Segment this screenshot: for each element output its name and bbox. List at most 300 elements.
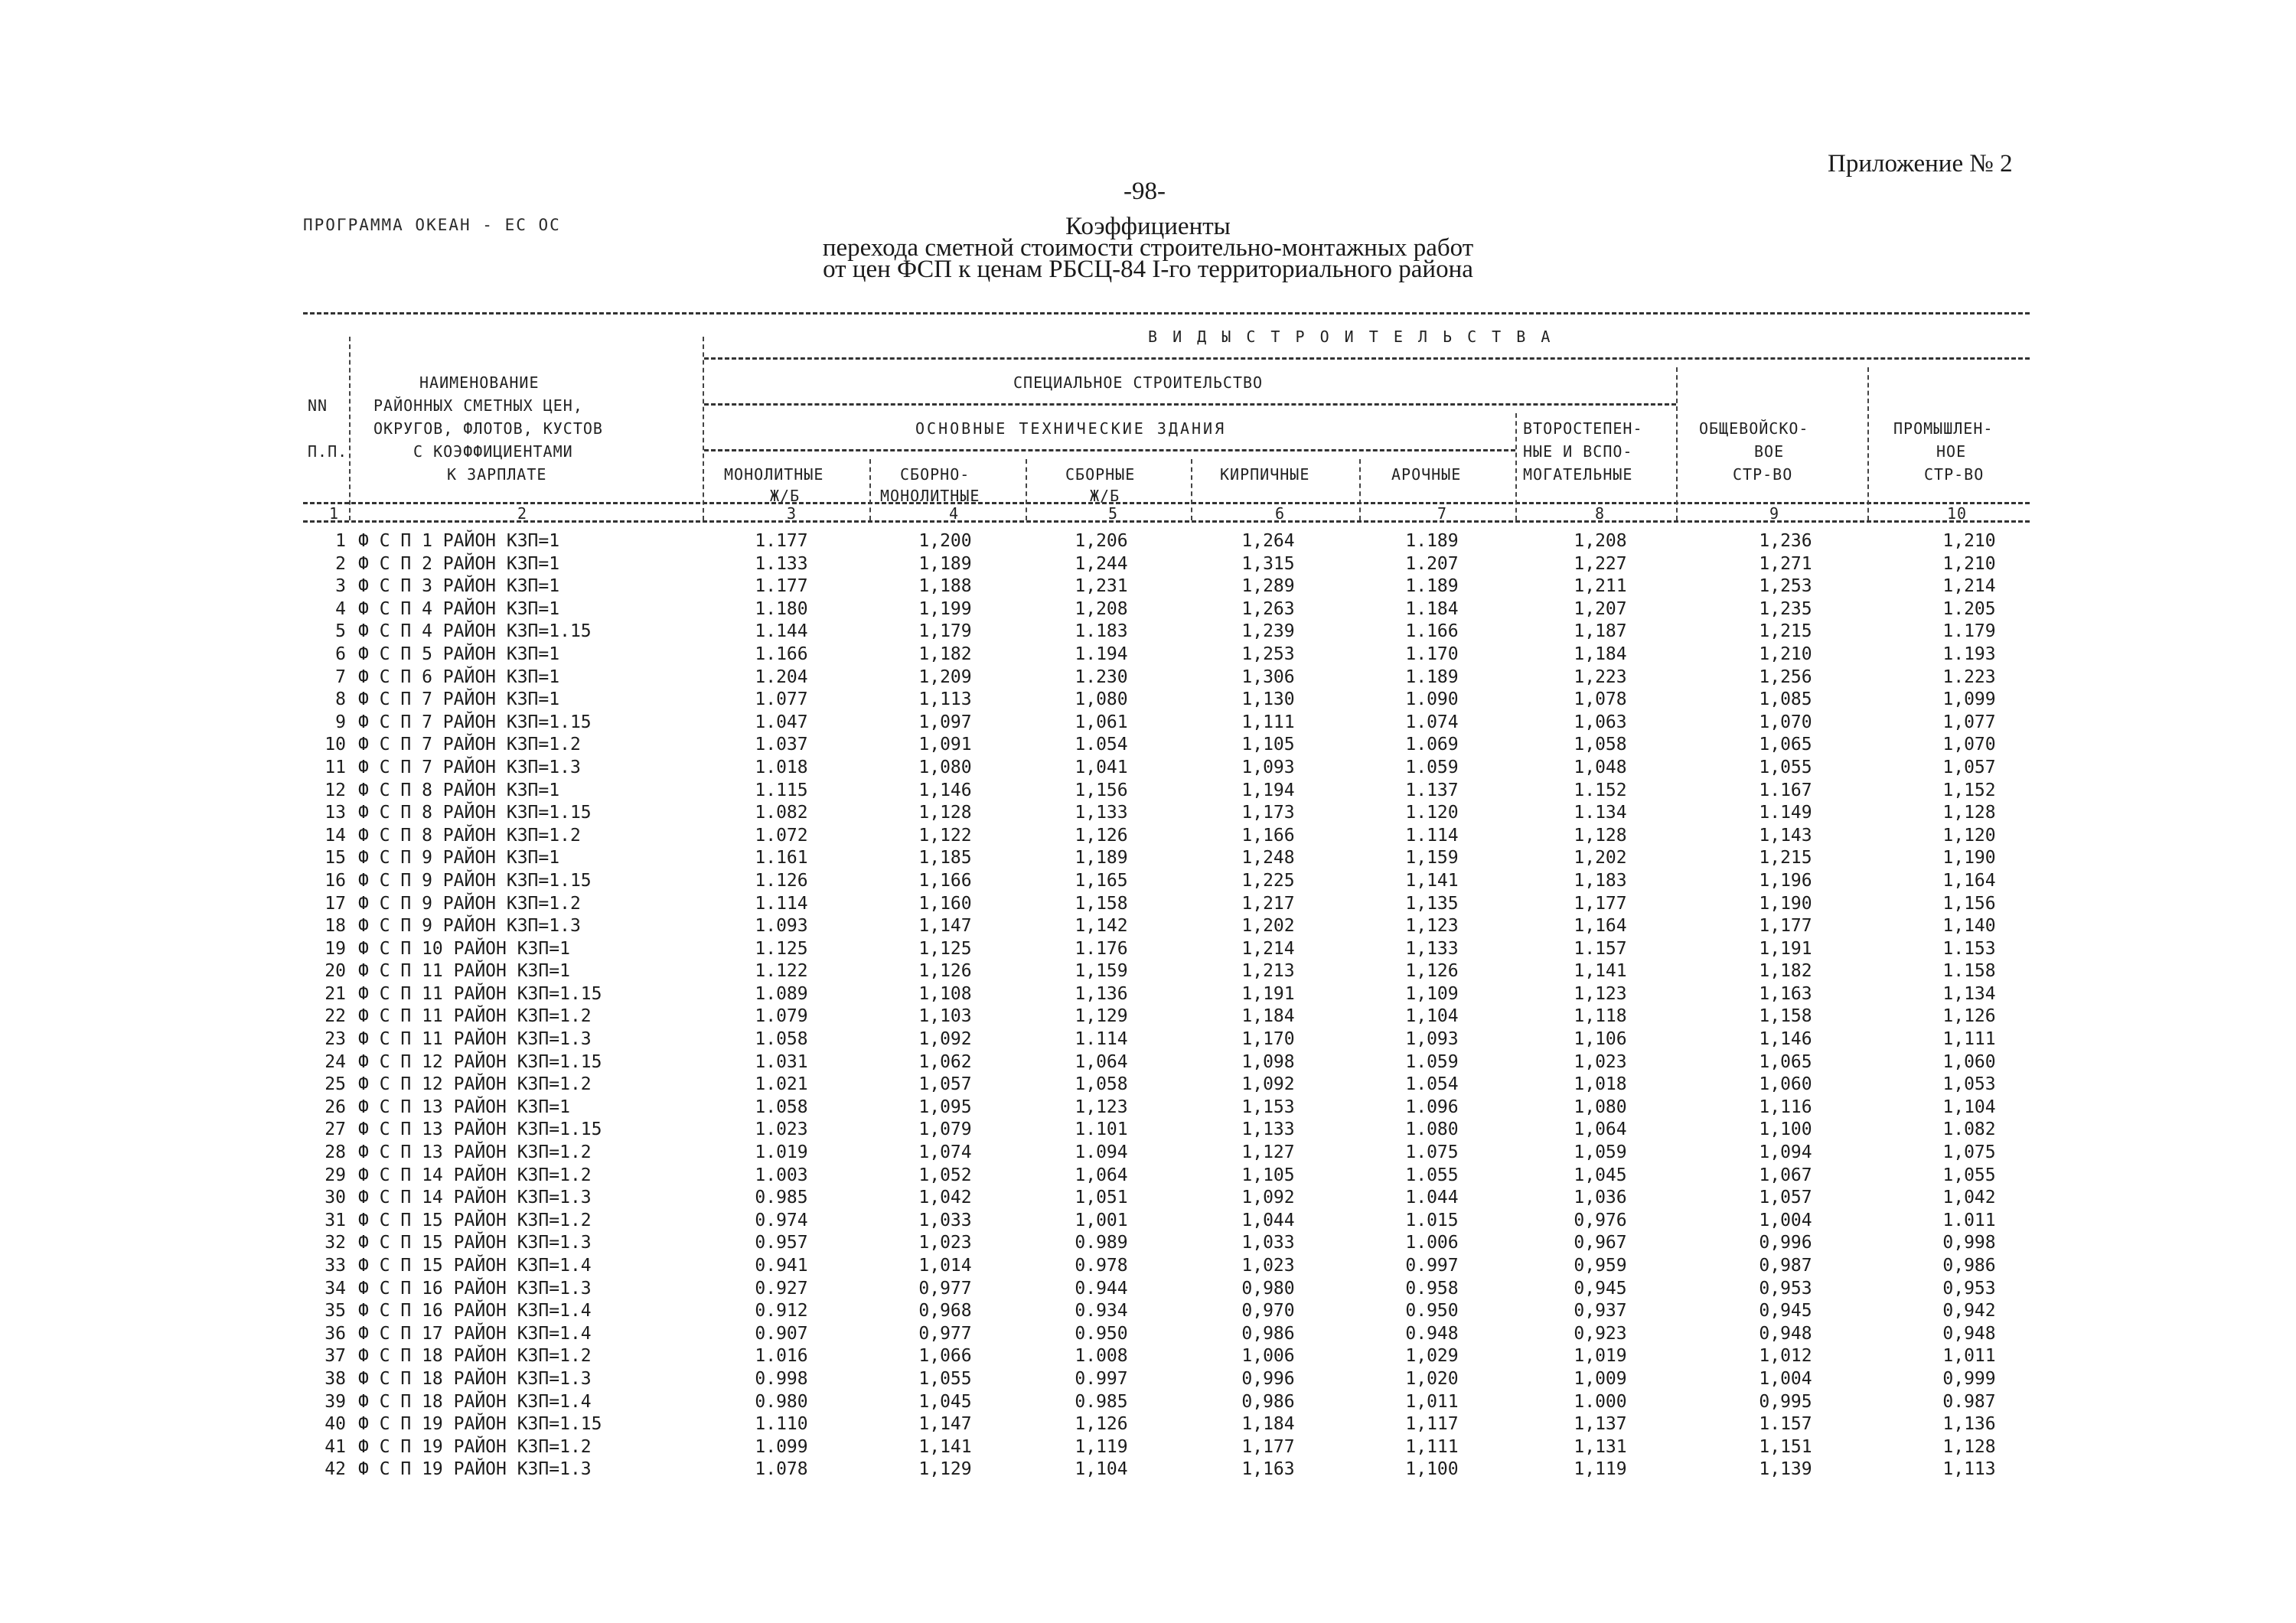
coefficient-cell-col7: 1.189 (1405, 666, 1459, 687)
coefficient-cell-col7: 1.059 (1405, 757, 1459, 777)
coefficient-cell-col5: 0.950 (1075, 1323, 1128, 1344)
coefficient-cell-col6: 1,044 (1241, 1210, 1295, 1230)
coefficient-cell-col8: 1,118 (1574, 1006, 1627, 1027)
coefficient-cell-col9: 1,085 (1759, 689, 1812, 710)
header-col10-a: ПРОМЫШЛЕН- (1893, 419, 1994, 438)
row-number: 28 (325, 1142, 346, 1163)
coefficient-cell-col6: 1,184 (1241, 1414, 1295, 1435)
coefficient-cell-col4: 1,095 (918, 1097, 972, 1117)
row-number: 2 (335, 553, 346, 574)
coefficient-cell-col6: 1,194 (1241, 780, 1295, 800)
header-col6: КИРПИЧНЫЕ (1220, 465, 1310, 484)
table-row (303, 1165, 2063, 1188)
row-number: 25 (325, 1074, 346, 1095)
coefficient-cell-col10: 0,948 (1942, 1323, 1996, 1344)
table-row (303, 1459, 2063, 1482)
row-district-name: Ф С П 9 РАЙОН КЗП=1.15 (358, 870, 592, 891)
coefficient-cell-col10: 1.082 (1942, 1119, 1996, 1140)
coefficient-cell-col5: 1,165 (1075, 870, 1128, 891)
coefficient-cell-col7: 1,109 (1405, 983, 1459, 1004)
coefficient-cell-col8: 0,976 (1574, 1210, 1627, 1230)
header-col10-c: СТР-ВО (1924, 465, 1985, 484)
coefficient-cell-col5: 0.989 (1075, 1233, 1128, 1253)
coefficient-cell-col7: 1,111 (1405, 1436, 1459, 1457)
coefficient-cell-col5: 1.054 (1075, 735, 1128, 755)
coefficient-cell-col3: 1.023 (755, 1119, 808, 1140)
coefficient-cell-col3: 1.082 (755, 803, 808, 823)
coefficient-cell-col8: 1,045 (1574, 1165, 1627, 1185)
coefficient-cell-col8: 0,937 (1574, 1301, 1627, 1322)
coefficient-cell-col6: 1,105 (1241, 735, 1295, 755)
coefficient-cell-col4: 1,062 (918, 1051, 972, 1072)
row-district-name: Ф С П 9 РАЙОН КЗП=1.2 (358, 893, 581, 914)
coefficient-cell-col5: 1.176 (1075, 938, 1128, 959)
coefficient-cell-col9: 1,190 (1759, 893, 1812, 914)
coefficient-cell-col9: 0,948 (1759, 1323, 1812, 1344)
coefficient-cell-col7: 1,093 (1405, 1029, 1459, 1050)
coefficient-cell-col7: 1.184 (1405, 598, 1459, 619)
table-row (303, 667, 2063, 690)
coefficient-cell-col9: 1,146 (1759, 1029, 1812, 1050)
table-top-rule (303, 312, 2030, 314)
coefficient-cell-col6: 1,006 (1241, 1346, 1295, 1367)
coefficient-cell-col5: 1,159 (1075, 961, 1128, 982)
coefficient-cell-col3: 1.018 (755, 757, 808, 777)
row-district-name: Ф С П 16 РАЙОН КЗП=1.3 (358, 1278, 592, 1299)
coefficient-cell-col7: 1.069 (1405, 735, 1459, 755)
coefficient-cell-col3: 0.912 (755, 1301, 808, 1322)
coefficient-cell-col8: 1,036 (1574, 1188, 1627, 1208)
coefficient-cell-col8: 0,959 (1574, 1256, 1627, 1276)
sep-6-7 (1359, 459, 1361, 520)
coefficient-cell-col8: 0,945 (1574, 1278, 1627, 1299)
coefficient-cell-col6: 1,133 (1241, 1119, 1295, 1140)
coefficient-cell-col5: 1,104 (1075, 1459, 1128, 1480)
coefficient-cell-col8: 1,208 (1574, 531, 1627, 551)
row-district-name: Ф С П 15 РАЙОН КЗП=1.4 (358, 1256, 592, 1276)
sep-7-8 (1515, 413, 1517, 520)
table-row (303, 599, 2063, 622)
coefficient-cell-col6: 1,202 (1241, 916, 1295, 937)
coefficient-cell-col8: 1,009 (1574, 1368, 1627, 1389)
coefficient-cell-col10: 1,140 (1942, 916, 1996, 937)
row-number: 42 (325, 1459, 346, 1480)
row-number: 7 (335, 666, 346, 687)
coefficient-cell-col3: 1.058 (755, 1029, 808, 1050)
coefficient-cell-col10: 1,060 (1942, 1051, 1996, 1072)
coefficient-cell-col6: 1,225 (1241, 870, 1295, 891)
row-district-name: Ф С П 12 РАЙОН КЗП=1.2 (358, 1074, 592, 1095)
colnum-4: 4 (949, 504, 960, 523)
row-number: 18 (325, 916, 346, 937)
coefficient-cell-col3: 1.125 (755, 938, 808, 959)
header-col8-b: НЫЕ И ВСПО- (1523, 442, 1633, 461)
coefficient-cell-col8: 1,141 (1574, 961, 1627, 982)
coefficient-cell-col10: 1,136 (1942, 1414, 1996, 1435)
coefficient-cell-col7: 1,141 (1405, 870, 1459, 891)
row-district-name: Ф С П 7 РАЙОН КЗП=1 (358, 689, 560, 710)
coefficient-cell-col10: 1,210 (1942, 531, 1996, 551)
coefficient-cell-col4: 1,209 (918, 666, 972, 687)
coefficient-cell-col9: 1.157 (1759, 1414, 1812, 1435)
coefficient-cell-col3: 1.115 (755, 780, 808, 800)
header-col7: АРОЧНЫЕ (1391, 465, 1462, 484)
coefficient-cell-col6: 0,980 (1241, 1278, 1295, 1299)
coefficient-cell-col5: 1,058 (1075, 1074, 1128, 1095)
coefficient-cell-col5: 1.183 (1075, 621, 1128, 642)
header-col8-c: МОГАТЕЛЬНЫЕ (1523, 465, 1633, 484)
row-district-name: Ф С П 18 РАЙОН КЗП=1.3 (358, 1368, 592, 1389)
coefficient-cell-col4: 1,097 (918, 712, 972, 732)
colnum-6: 6 (1275, 504, 1286, 523)
coefficient-cell-col3: 1.019 (755, 1142, 808, 1163)
coefficient-cell-col10: 1,053 (1942, 1074, 1996, 1095)
header-col5-a: СБОРНЫЕ (1065, 465, 1136, 484)
header-name-4: С КОЭФФИЦИЕНТАМИ (413, 442, 573, 461)
row-number: 27 (325, 1119, 346, 1140)
coefficient-cell-col3: 0.998 (755, 1368, 808, 1389)
header-col9-a: ОБЩЕВОЙСКО- (1699, 419, 1809, 438)
table-row (303, 621, 2063, 644)
table-row (303, 689, 2063, 712)
sep-9-10 (1867, 367, 1869, 520)
coefficient-cell-col5: 1,206 (1075, 531, 1128, 551)
table-row (303, 1346, 2063, 1369)
coefficient-cell-col3: 0.974 (755, 1210, 808, 1230)
row-number: 29 (325, 1165, 346, 1185)
coefficient-cell-col5: 1.101 (1075, 1119, 1128, 1140)
title-line-1: Коэффициенты (1065, 213, 1231, 240)
coefficient-cell-col7: 1,020 (1405, 1368, 1459, 1389)
row-district-name: Ф С П 7 РАЙОН КЗП=1.15 (358, 712, 592, 732)
coefficient-cell-col4: 1,185 (918, 848, 972, 869)
coefficient-cell-col7: 0.948 (1405, 1323, 1459, 1344)
coefficient-cell-col10: 1.179 (1942, 621, 1996, 642)
coefficient-cell-col4: 1,199 (918, 598, 972, 619)
coefficient-cell-col4: 1,141 (918, 1436, 972, 1457)
coefficient-cell-col7: 1,029 (1405, 1346, 1459, 1367)
coefficient-cell-col3: 1.058 (755, 1097, 808, 1117)
coefficient-cell-col8: 1,058 (1574, 735, 1627, 755)
coefficient-cell-col6: 1,111 (1241, 712, 1295, 732)
coefficient-cell-col9: 1.167 (1759, 780, 1812, 800)
coefficient-cell-col10: 0.987 (1942, 1391, 1996, 1412)
row-district-name: Ф С П 11 РАЙОН КЗП=1.3 (358, 1029, 592, 1050)
coefficient-cell-col10: 1,126 (1942, 1006, 1996, 1027)
coefficient-cell-col8: 1,187 (1574, 621, 1627, 642)
coefficient-cell-col9: 1,256 (1759, 666, 1812, 687)
coefficient-cell-col9: 1,065 (1759, 1051, 1812, 1072)
coefficient-cell-col4: 1,182 (918, 644, 972, 664)
row-number: 22 (325, 1006, 346, 1027)
row-district-name: Ф С П 1 РАЙОН КЗП=1 (358, 531, 560, 551)
row-number: 15 (325, 848, 346, 869)
coefficient-cell-col5: 1,001 (1075, 1210, 1128, 1230)
coefficient-cell-col3: 1.144 (755, 621, 808, 642)
coefficient-cell-col4: 1,160 (918, 893, 972, 914)
coefficient-cell-col7: 1.044 (1405, 1188, 1459, 1208)
row-district-name: Ф С П 11 РАЙОН КЗП=1.15 (358, 983, 602, 1004)
coefficient-cell-col3: 1.072 (755, 825, 808, 846)
sep-5-6 (1191, 459, 1192, 520)
coefficient-cell-col5: 1.008 (1075, 1346, 1128, 1367)
sep-8-9 (1676, 367, 1678, 520)
row-number: 19 (325, 938, 346, 959)
row-number: 37 (325, 1346, 346, 1367)
coefficient-cell-col3: 0.980 (755, 1391, 808, 1412)
coefficient-cell-col3: 1.021 (755, 1074, 808, 1095)
header-basic: ОСНОВНЫЕ ТЕХНИЧЕСКИЕ ЗДАНИЯ (915, 419, 1227, 438)
coefficient-cell-col6: 1,092 (1241, 1188, 1295, 1208)
coefficient-cell-col8: 1,019 (1574, 1346, 1627, 1367)
coefficient-cell-col3: 1.016 (755, 1346, 808, 1367)
table-row (303, 939, 2063, 962)
coefficient-cell-col9: 1,215 (1759, 621, 1812, 642)
coefficient-cell-col5: 1,156 (1075, 780, 1128, 800)
row-number: 6 (335, 644, 346, 664)
coefficient-cell-col7: 1,011 (1405, 1391, 1459, 1412)
coefficient-cell-col9: 0,996 (1759, 1233, 1812, 1253)
coefficient-cell-col3: 1.110 (755, 1414, 808, 1435)
coefficient-cell-col4: 1,045 (918, 1391, 972, 1412)
coefficient-cell-col10: 1,210 (1942, 553, 1996, 574)
coefficient-cell-col8: 1,177 (1574, 893, 1627, 914)
coefficient-cell-col4: 1,057 (918, 1074, 972, 1095)
row-number: 5 (335, 621, 346, 642)
coefficient-cell-col6: 1,127 (1241, 1142, 1295, 1163)
row-number: 34 (325, 1278, 346, 1299)
coefficient-cell-col3: 1.177 (755, 576, 808, 597)
coefficient-cell-col6: 1,170 (1241, 1029, 1295, 1050)
coefficient-cell-col9: 1,158 (1759, 1006, 1812, 1027)
coefficient-cell-col6: 1,130 (1241, 689, 1295, 710)
row-district-name: Ф С П 9 РАЙОН КЗП=1.3 (358, 916, 581, 937)
coefficient-cell-col5: 1.194 (1075, 644, 1128, 664)
coefficient-cell-col5: 1,126 (1075, 825, 1128, 846)
coefficient-cell-col8: 1,064 (1574, 1119, 1627, 1140)
coefficient-cell-col8: 1.157 (1574, 938, 1627, 959)
coefficient-cell-col10: 1,111 (1942, 1029, 1996, 1050)
table-row (303, 712, 2063, 735)
coefficient-cell-col9: 1,060 (1759, 1074, 1812, 1095)
coefficient-cell-col5: 1,051 (1075, 1188, 1128, 1208)
row-district-name: Ф С П 4 РАЙОН КЗП=1.15 (358, 621, 592, 642)
coefficient-cell-col6: 1,217 (1241, 893, 1295, 914)
coefficient-cell-col9: 1,191 (1759, 938, 1812, 959)
coefficient-cell-col5: 1,129 (1075, 1006, 1128, 1027)
row-district-name: Ф С П 11 РАЙОН КЗП=1.2 (358, 1006, 592, 1027)
coefficient-cell-col5: 1.094 (1075, 1142, 1128, 1163)
row-number: 31 (325, 1210, 346, 1230)
table-row (303, 1324, 2063, 1347)
coefficient-cell-col7: 1.170 (1405, 644, 1459, 664)
coefficient-cell-col9: 0,945 (1759, 1301, 1812, 1322)
table-row (303, 1279, 2063, 1302)
coefficient-cell-col5: 0.985 (1075, 1391, 1128, 1412)
coefficient-cell-col5: 1,041 (1075, 757, 1128, 777)
coefficient-cell-col7: 1.015 (1405, 1210, 1459, 1230)
colnum-5: 5 (1108, 504, 1119, 523)
coefficient-cell-col4: 1,023 (918, 1233, 972, 1253)
coefficient-cell-col10: 1,070 (1942, 735, 1996, 755)
row-district-name: Ф С П 8 РАЙОН КЗП=1 (358, 780, 560, 800)
sep-num-name (349, 337, 351, 520)
coefficient-cell-col5: 1,231 (1075, 576, 1128, 597)
row-number: 30 (325, 1188, 346, 1208)
coefficient-cell-col10: 1,104 (1942, 1097, 1996, 1117)
coefficient-cell-col9: 1,236 (1759, 531, 1812, 551)
row-district-name: Ф С П 15 РАЙОН КЗП=1.3 (358, 1233, 592, 1253)
coefficient-cell-col9: 1,004 (1759, 1368, 1812, 1389)
types-rule (704, 357, 2030, 360)
coefficient-cell-col9: 1,177 (1759, 916, 1812, 937)
coefficient-cell-col8: 1,183 (1574, 870, 1627, 891)
row-number: 11 (325, 757, 346, 777)
coefficient-cell-col8: 1,059 (1574, 1142, 1627, 1163)
colnum-9: 9 (1769, 504, 1780, 523)
coefficient-cell-col5: 0.934 (1075, 1301, 1128, 1322)
row-district-name: Ф С П 19 РАЙОН КЗП=1.15 (358, 1414, 602, 1435)
table-row (303, 961, 2063, 984)
coefficient-cell-col8: 1,078 (1574, 689, 1627, 710)
coefficient-cell-col8: 1,080 (1574, 1097, 1627, 1117)
coefficient-cell-col5: 1,064 (1075, 1051, 1128, 1072)
coefficient-cell-col10: 0,942 (1942, 1301, 1996, 1322)
table-row (303, 1188, 2063, 1211)
header-num-b: П.П. (308, 442, 348, 461)
row-district-name: Ф С П 19 РАЙОН КЗП=1.2 (358, 1436, 592, 1457)
coefficient-cell-col5: 1,119 (1075, 1436, 1128, 1457)
coefficient-cell-col9: 1,210 (1759, 644, 1812, 664)
coefficient-cell-col10: 1.153 (1942, 938, 1996, 959)
row-district-name: Ф С П 9 РАЙОН КЗП=1 (358, 848, 560, 869)
row-number: 20 (325, 961, 346, 982)
coefficient-cell-col6: 1,177 (1241, 1436, 1295, 1457)
colnum-8: 8 (1595, 504, 1606, 523)
coefficient-cell-col7: 1.090 (1405, 689, 1459, 710)
header-name-3: ОКРУГОВ, ФЛОТОВ, КУСТОВ (373, 419, 603, 438)
coefficient-cell-col6: 1,092 (1241, 1074, 1295, 1095)
coefficient-cell-col3: 0.927 (755, 1278, 808, 1299)
coefficient-cell-col4: 1,055 (918, 1368, 972, 1389)
coefficient-cell-col7: 1.189 (1405, 576, 1459, 597)
table-row (303, 826, 2063, 849)
coefficient-cell-col7: 1.114 (1405, 825, 1459, 846)
row-district-name: Ф С П 7 РАЙОН КЗП=1.2 (358, 735, 581, 755)
table-row (303, 1437, 2063, 1460)
table-row (303, 848, 2063, 871)
coefficient-cell-col6: 1,184 (1241, 1006, 1295, 1027)
coefficient-cell-col3: 0.985 (755, 1188, 808, 1208)
coefficient-cell-col3: 1.031 (755, 1051, 808, 1072)
coefficient-cell-col8: 1,063 (1574, 712, 1627, 732)
coefficient-cell-col7: 1.055 (1405, 1165, 1459, 1185)
coefficient-cell-col6: 0,970 (1241, 1301, 1295, 1322)
coefficient-cell-col8: 1,048 (1574, 757, 1627, 777)
coefficient-cell-col7: 1.120 (1405, 803, 1459, 823)
table-row (303, 1369, 2063, 1392)
coefficient-cell-col4: 1,103 (918, 1006, 972, 1027)
special-rule (704, 403, 1676, 406)
coefficient-cell-col6: 1,248 (1241, 848, 1295, 869)
coefficient-cell-col3: 1.161 (755, 848, 808, 869)
coefficient-cell-col3: 0.957 (755, 1233, 808, 1253)
row-number: 23 (325, 1029, 346, 1050)
coefficient-cell-col4: 1,189 (918, 553, 972, 574)
coefficient-cell-col4: 1,188 (918, 576, 972, 597)
row-number: 10 (325, 735, 346, 755)
coefficient-cell-col9: 1,065 (1759, 735, 1812, 755)
coefficient-cell-col5: 0.997 (1075, 1368, 1128, 1389)
coefficient-cell-col8: 1.134 (1574, 803, 1627, 823)
coefficient-cell-col8: 1,164 (1574, 916, 1627, 937)
row-district-name: Ф С П 14 РАЙОН КЗП=1.3 (358, 1188, 592, 1208)
coefficient-cell-col6: 1,253 (1241, 644, 1295, 664)
coefficient-cell-col8: 1,202 (1574, 848, 1627, 869)
row-number: 38 (325, 1368, 346, 1389)
coefficient-cell-col6: 1,214 (1241, 938, 1295, 959)
header-col3-a: МОНОЛИТНЫЕ (724, 465, 824, 484)
coefficient-cell-col9: 1,057 (1759, 1188, 1812, 1208)
coefficient-cell-col9: 1,196 (1759, 870, 1812, 891)
coefficient-cell-col4: 1,066 (918, 1346, 972, 1367)
row-district-name: Ф С П 13 РАЙОН КЗП=1 (358, 1097, 570, 1117)
coefficient-cell-col8: 1,123 (1574, 983, 1627, 1004)
coefficient-cell-col7: 1.166 (1405, 621, 1459, 642)
coefficient-cell-col7: 1,133 (1405, 938, 1459, 959)
coefficient-cell-col6: 1,166 (1241, 825, 1295, 846)
coefficient-cell-col9: 1,004 (1759, 1210, 1812, 1230)
colnum-3: 3 (787, 504, 797, 523)
table-row (303, 1052, 2063, 1075)
program-label: ПРОГРАММА ОКЕАН - ЕС ОС (303, 216, 561, 234)
header-name-5: К ЗАРПЛАТЕ (447, 465, 547, 484)
coefficient-cell-col10: 1,099 (1942, 689, 1996, 710)
coefficient-cell-col5: 0.944 (1075, 1278, 1128, 1299)
coefficient-cell-col3: 1.047 (755, 712, 808, 732)
coefficient-cell-col9: 1.149 (1759, 803, 1812, 823)
table-row (303, 1301, 2063, 1324)
row-district-name: Ф С П 6 РАЙОН КЗП=1 (358, 666, 560, 687)
coefficient-cell-col3: 1.003 (755, 1165, 808, 1185)
row-number: 1 (335, 531, 346, 551)
coefficient-cell-col6: 1,289 (1241, 576, 1295, 597)
row-number: 9 (335, 712, 346, 732)
coefficient-cell-col4: 1,147 (918, 1414, 972, 1435)
coefficient-cell-col10: 1.205 (1942, 598, 1996, 619)
row-number: 4 (335, 598, 346, 619)
coefficient-cell-col3: 1.166 (755, 644, 808, 664)
coefficient-cell-col9: 1,163 (1759, 983, 1812, 1004)
coefficient-cell-col8: 1,184 (1574, 644, 1627, 664)
coefficient-cell-col8: 1,018 (1574, 1074, 1627, 1095)
coefficient-cell-col8: 1.000 (1574, 1391, 1627, 1412)
table-row (303, 644, 2063, 667)
colnum-10: 10 (1947, 504, 1968, 523)
coefficient-cell-col7: 1.207 (1405, 553, 1459, 574)
coefficient-cell-col3: 1.093 (755, 916, 808, 937)
coefficient-cell-col10: 1,134 (1942, 983, 1996, 1004)
coefficient-cell-col4: 1,091 (918, 735, 972, 755)
coefficient-cell-col6: 0,996 (1241, 1368, 1295, 1389)
coefficient-cell-col3: 1.126 (755, 870, 808, 891)
coefficient-cell-col3: 1.078 (755, 1459, 808, 1480)
coefficient-cell-col6: 1,098 (1241, 1051, 1295, 1072)
coefficient-cell-col6: 1,163 (1241, 1459, 1295, 1480)
basic-rule (704, 449, 1515, 451)
coefficient-cell-col6: 1,105 (1241, 1165, 1295, 1185)
coefficient-cell-col5: 1,126 (1075, 1414, 1128, 1435)
